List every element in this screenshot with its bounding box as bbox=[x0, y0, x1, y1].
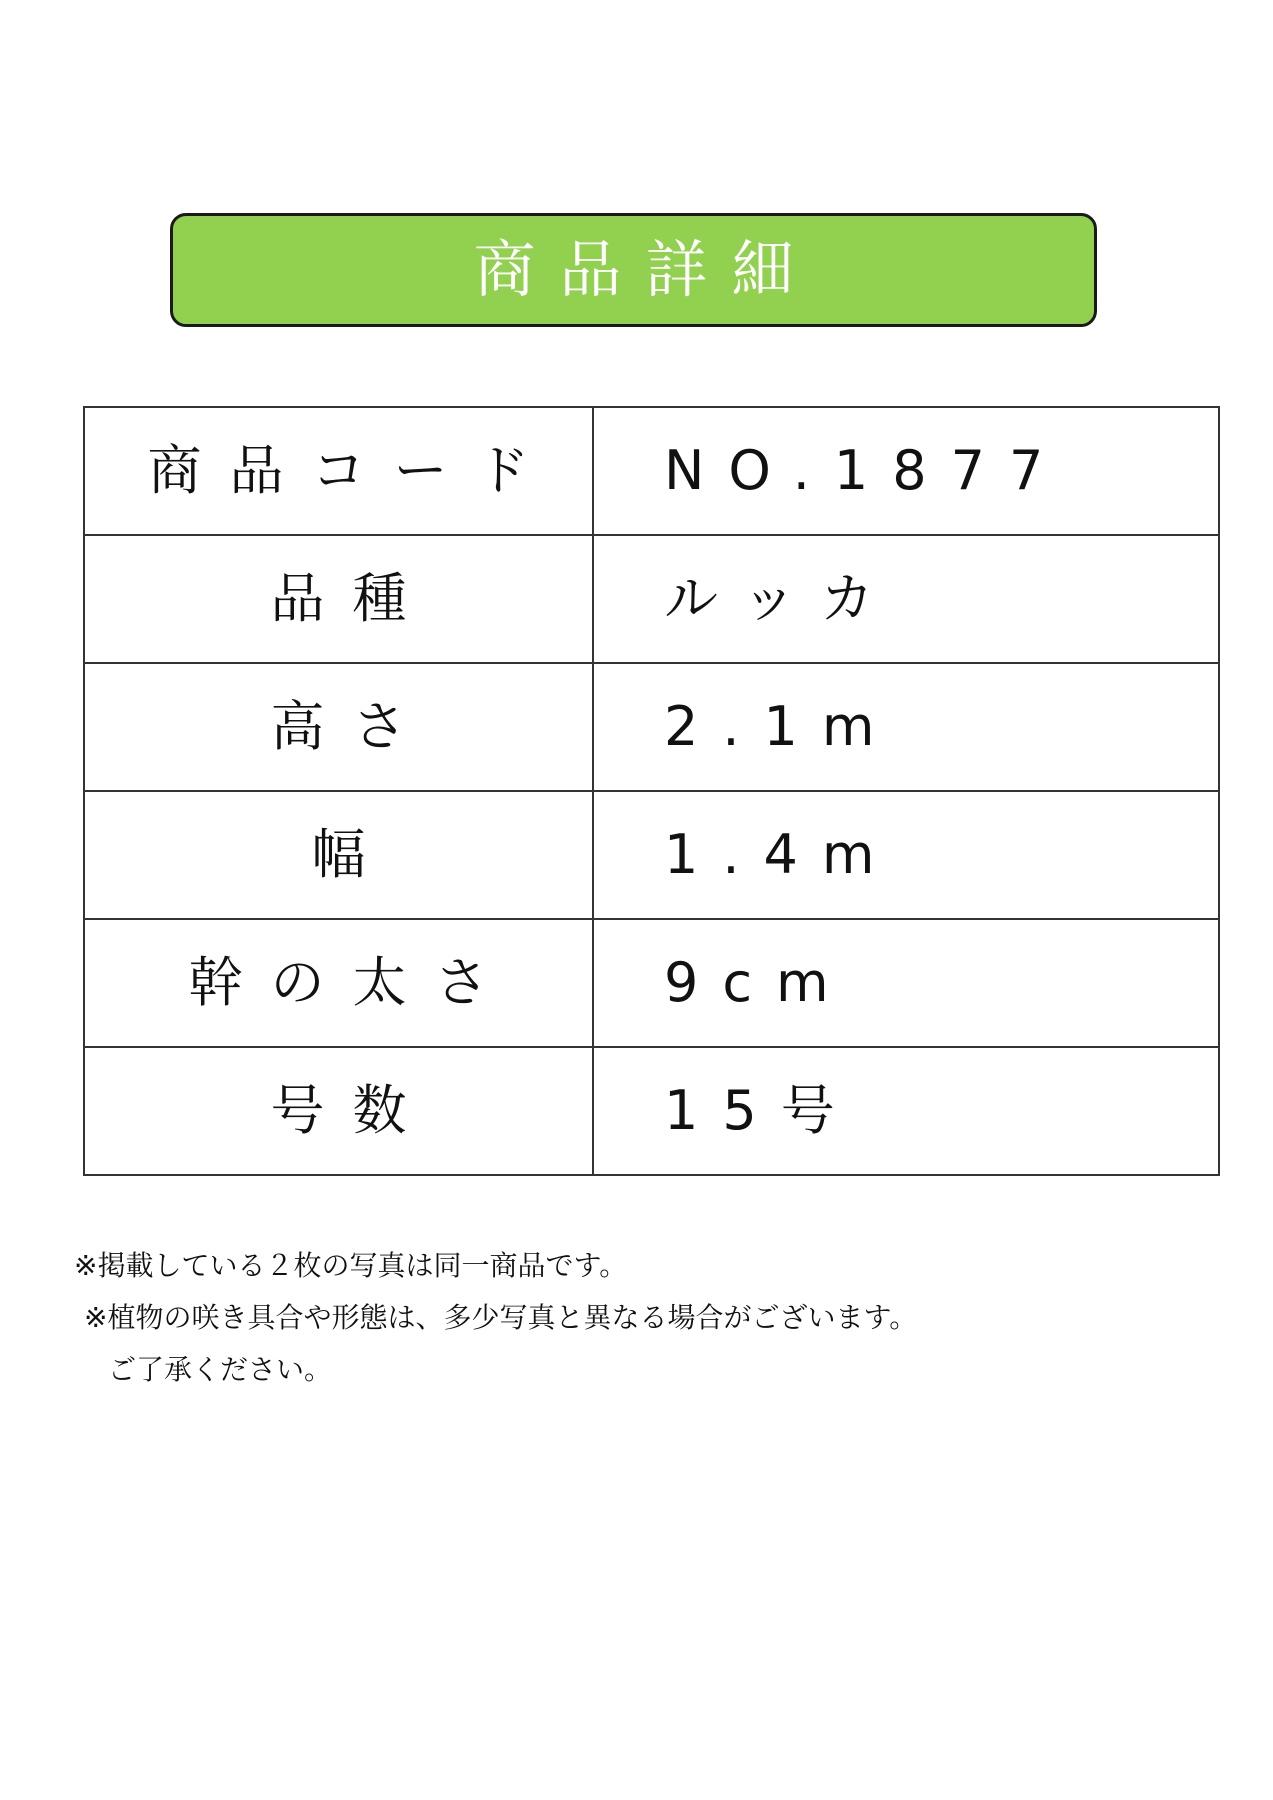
table-row-variety bbox=[84, 535, 1219, 663]
row-value: 2.1m bbox=[593, 663, 1219, 791]
table-row-pot-size bbox=[84, 1047, 1219, 1175]
page-title: 商品詳細 bbox=[473, 233, 818, 306]
row-label: 幅 bbox=[84, 791, 593, 919]
row-label: 幹の太さ bbox=[84, 919, 593, 1047]
row-value: 9cm bbox=[593, 919, 1219, 1047]
row-label: 高さ bbox=[84, 663, 593, 791]
note-line: ご了承ください。 bbox=[108, 1353, 333, 1386]
table-row-product-code bbox=[84, 407, 1219, 535]
title-banner bbox=[170, 213, 1097, 327]
row-label: 号数 bbox=[84, 1047, 593, 1175]
row-value: 1.4m bbox=[593, 791, 1219, 919]
note-line: ※植物の咲き具合や形態は、多少写真と異なる場合がございます。 bbox=[84, 1301, 918, 1334]
row-label: 品種 bbox=[84, 535, 593, 663]
row-value: ルッカ bbox=[593, 535, 1219, 663]
row-value: 15号 bbox=[593, 1047, 1219, 1175]
table-row-width bbox=[84, 791, 1219, 919]
notes-section bbox=[74, 1240, 1224, 1396]
row-value: NO.1877 bbox=[593, 407, 1219, 535]
table-row-height bbox=[84, 663, 1219, 791]
note-line: ※掲載している２枚の写真は同一商品です。 bbox=[74, 1249, 628, 1282]
row-label: 商品コード bbox=[84, 407, 593, 535]
product-spec-table bbox=[83, 406, 1220, 1176]
table-row-trunk-thickness bbox=[84, 919, 1219, 1047]
